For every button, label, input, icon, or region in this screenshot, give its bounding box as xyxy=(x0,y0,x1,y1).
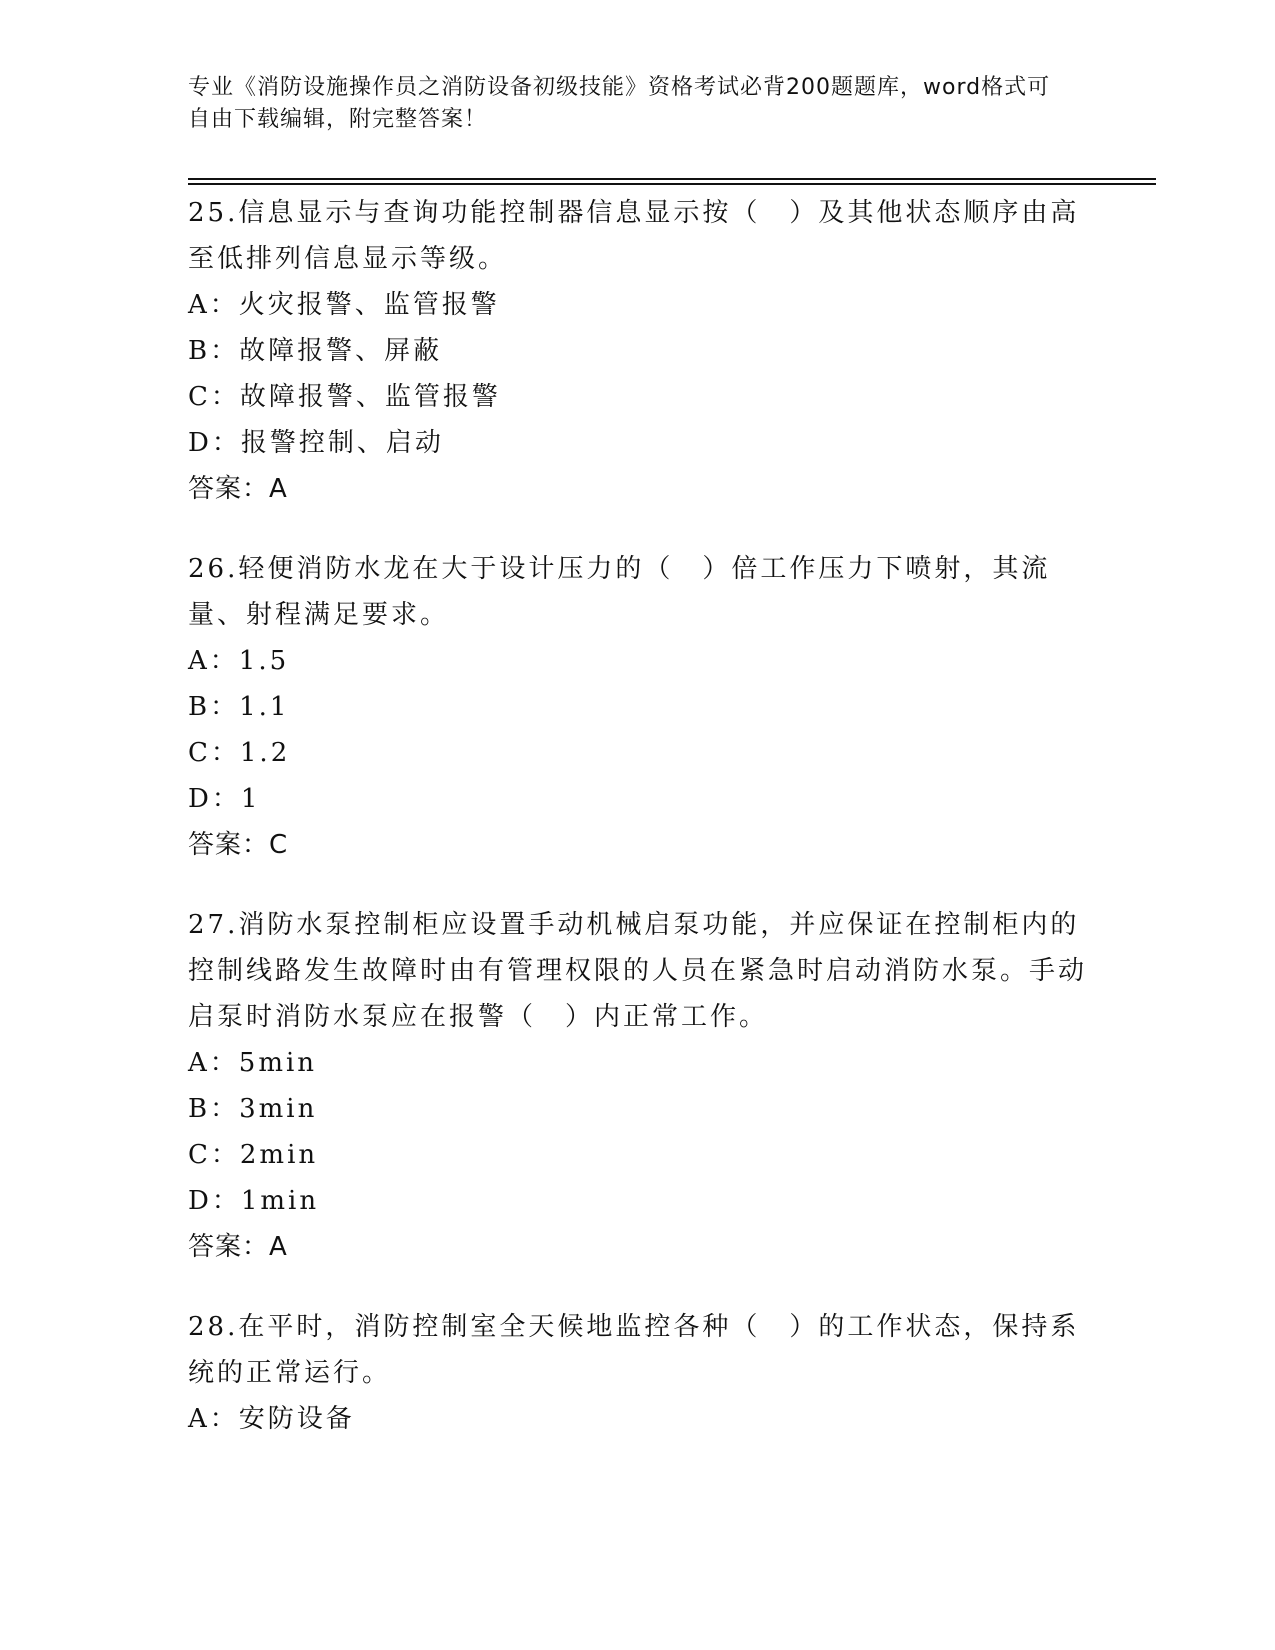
header-divider-bottom xyxy=(188,183,1156,185)
option-d: D：1min xyxy=(188,1186,320,1216)
header-divider-top xyxy=(188,178,1156,180)
answer: 答案：A xyxy=(188,1232,288,1262)
question-27 xyxy=(188,902,1088,1270)
option-c: C：故障报警、监管报警 xyxy=(188,382,501,412)
option-d: D：报警控制、启动 xyxy=(188,428,444,458)
question-stem: 25.信息显示与查询功能控制器信息显示按（ ）及其他状态顺序由高至低排列信息显示等级。 xyxy=(188,198,1080,274)
option-b: B：故障报警、屏蔽 xyxy=(188,336,443,366)
answer: 答案：A xyxy=(188,474,288,504)
option-b: B：3min xyxy=(188,1094,318,1124)
option-b: B：1.1 xyxy=(188,692,290,722)
document-header: 专业《消防设施操作员之消防设备初级技能》资格考试必背200题题库，word格式可自由下载编辑，附完整答案！ xyxy=(188,75,1051,132)
question-25 xyxy=(188,190,1088,512)
question-26 xyxy=(188,546,1088,868)
question-list xyxy=(188,190,1088,1476)
option-a: A：火灾报警、监管报警 xyxy=(188,290,500,320)
option-a: A：安防设备 xyxy=(188,1404,355,1434)
option-d: D：1 xyxy=(188,784,261,814)
option-c: C：1.2 xyxy=(188,738,291,768)
option-a: A：1.5 xyxy=(188,646,290,676)
question-stem: 28.在平时，消防控制室全天候地监控各种（ ）的工作状态，保持系统的正常运行。 xyxy=(188,1312,1080,1388)
option-a: A：5min xyxy=(188,1048,318,1078)
question-stem: 27.消防水泵控制柜应设置手动机械启泵功能，并应保证在控制柜内的控制线路发生故障时由有管理权限的人员在紧急时启动消防水泵。手动启泵时消防水泵应在报警（ ）内正常工作。 xyxy=(188,910,1088,1032)
answer: 答案：C xyxy=(188,830,289,860)
question-28 xyxy=(188,1304,1088,1442)
option-c: C：2min xyxy=(188,1140,319,1170)
question-stem: 26.轻便消防水龙在大于设计压力的（ ）倍工作压力下喷射，其流量、射程满足要求。 xyxy=(188,554,1051,630)
